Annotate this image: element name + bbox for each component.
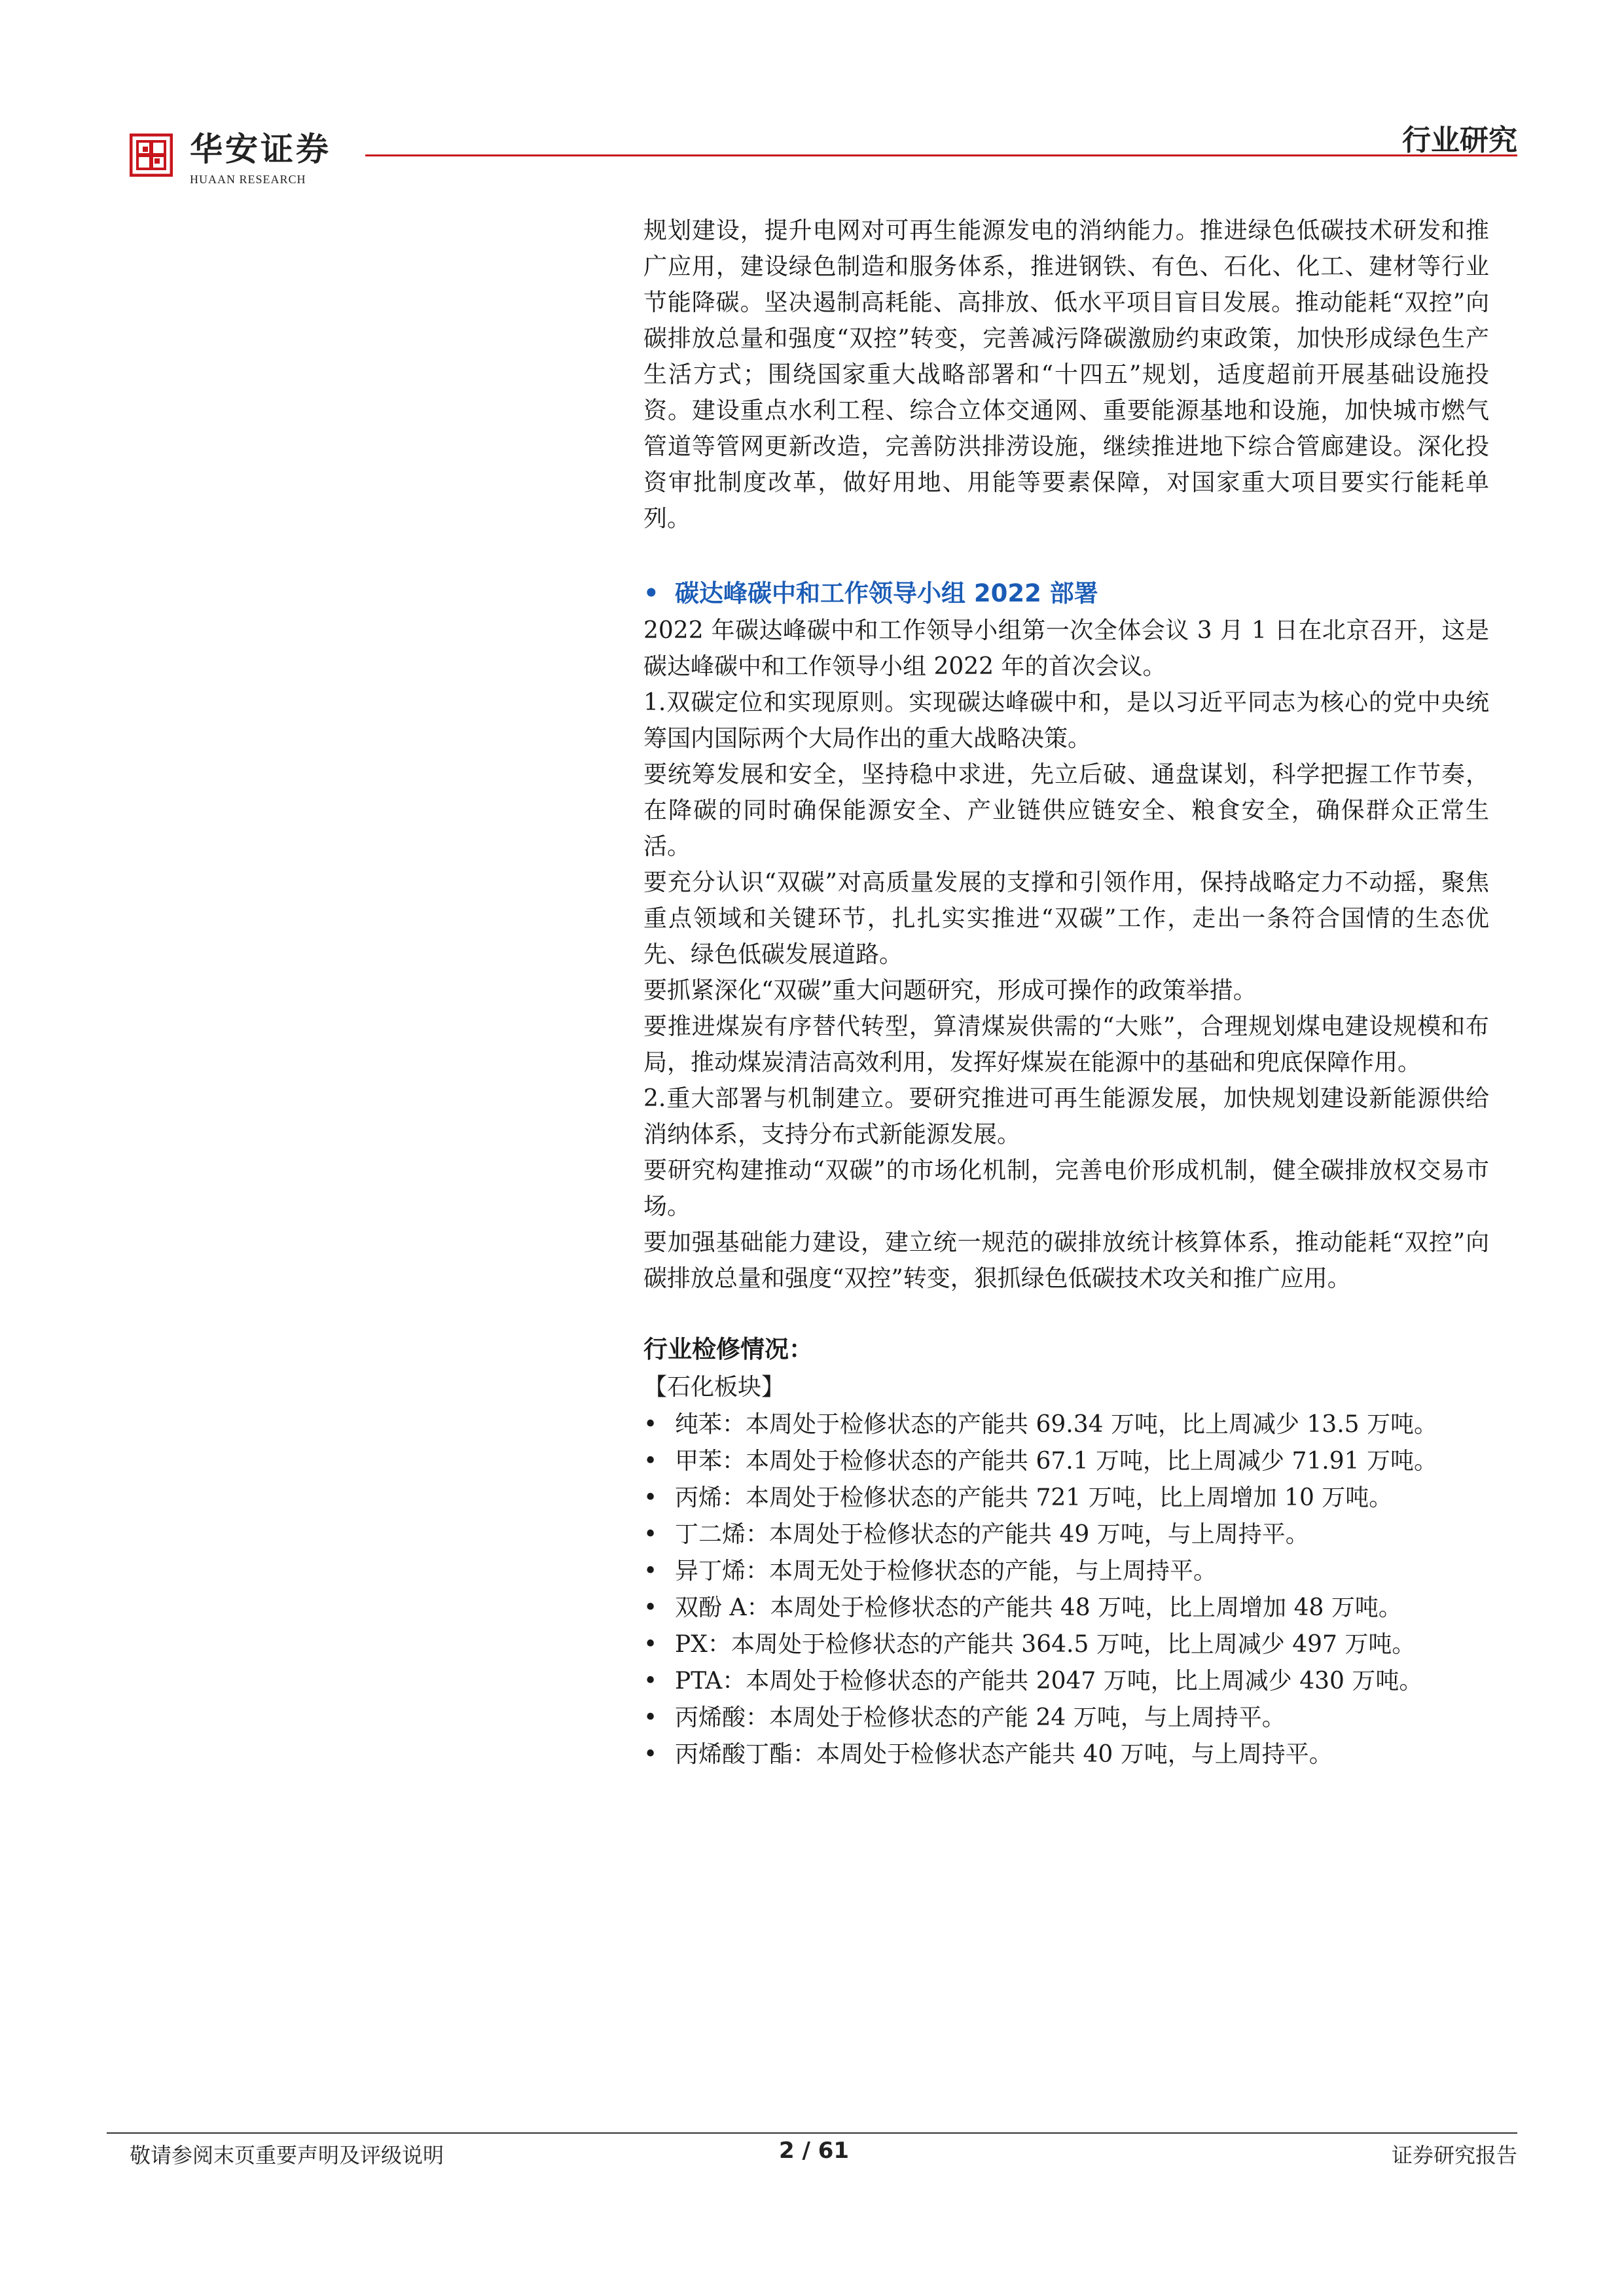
list-item-text: 丙烯：本周处于检修状态的产能共 721 万吨，比上周增加 10 万吨。	[675, 1484, 1393, 1511]
section-paragraph: 1.双碳定位和实现原则。实现碳达峰碳中和，是以习近平同志为核心的党中央统筹国内国际两个大局作出的重大战略决策。	[643, 689, 1489, 752]
list-item-text: 丙烯酸：本周处于检修状态的产能 24 万吨，与上周持平。	[675, 1704, 1286, 1731]
section-paragraph: 要加强基础能力建设，建立统一规范的碳排放统计核算体系，推动能耗“双控”向碳排放总量和强度“双控”转变，狠抓绿色低碳技术攻关和推广应用。	[643, 1229, 1489, 1292]
list-item-text: 丁二烯：本周处于检修状态的产能共 49 万吨，与上周持平。	[675, 1521, 1309, 1548]
logo-english-name: HUAAN RESEARCH	[190, 173, 306, 186]
footer-disclaimer: 敬请参阅末页重要声明及评级说明	[130, 2143, 444, 2168]
header-divider	[365, 154, 1517, 156]
maintenance-title: 行业检修情况：	[643, 1335, 813, 1363]
bullet-icon: •	[643, 1741, 658, 1768]
list-item	[643, 1663, 1489, 1700]
section-heading	[643, 575, 1489, 613]
bullet-icon: •	[643, 1448, 658, 1475]
list-item	[643, 1516, 1489, 1553]
list-item	[643, 1480, 1489, 1516]
list-item-text: PX：本周处于检修状态的产能共 364.5 万吨，比上周减少 497 万吨。	[675, 1631, 1416, 1658]
bullet-icon: •	[643, 1704, 658, 1731]
bullet-icon: •	[643, 1411, 658, 1438]
bullet-icon: •	[643, 1668, 658, 1695]
bullet-icon: •	[643, 1558, 658, 1585]
list-item-text: 丙烯酸丁酯：本周处于检修状态产能共 40 万吨，与上周持平。	[675, 1741, 1333, 1768]
maintenance-subtitle: 【石化板块】	[643, 1374, 785, 1401]
footer-report-type: 证券研究报告	[1391, 2143, 1517, 2168]
list-item-text: 甲苯：本周处于检修状态的产能共 67.1 万吨，比上周减少 71.91 万吨。	[675, 1448, 1437, 1475]
list-item	[643, 1553, 1489, 1590]
bullet-icon: •	[643, 1521, 658, 1548]
list-item-text: 纯苯：本周处于检修状态的产能共 69.34 万吨，比上周减少 13.5 万吨。	[675, 1411, 1437, 1438]
list-item-text: 异丁烯：本周无处于检修状态的产能，与上周持平。	[675, 1558, 1218, 1585]
list-item	[643, 1700, 1489, 1736]
list-item	[643, 1407, 1489, 1443]
intro-paragraph: 规划建设，提升电网对可再生能源发电的消纳能力。推进绿色低碳技术研发和推广应用，建设绿色制造和服务体系，推进钢铁、有色、石化、化工、建材等行业节能降碳。坚决遏制高耗能、高排放、低水平项目盲目发展。推动能耗“双控”向碳排放总量和强度“双控”转变，完善减污降碳激励约束政策，加快形成绿色生产生活方式；围绕国家重大战略部署和“十四五”规划，适度超前开展基础设施投资。建设重点水利工程、综合立体交通网、重要能源基地和设施，加快城市燃气管道等管网更新改造，完善防洪排涝设施，继续推进地下综合管廊建设。深化投资审批制度改革，做好用地、用能等要素保障，对国家重大项目要实行能耗单列。	[643, 217, 1489, 532]
header-title: 行业研究	[1402, 124, 1517, 157]
section-paragraph: 要充分认识“双碳”对高质量发展的支撑和引领作用，保持战略定力不动摇，聚焦重点领域和关键环节，扎扎实实推进“双碳”工作，走出一条符合国情的生态优先、绿色低碳发展道路。	[643, 869, 1489, 968]
section-paragraph: 2.重大部署与机制建立。要研究推进可再生能源发展，加快规划建设新能源供给消纳体系，支持分布式新能源发展。	[643, 1085, 1489, 1148]
section-paragraph: 要研究构建推动“双碳”的市场化机制，完善电价形成机制，健全碳排放权交易市场。	[643, 1157, 1489, 1220]
footer-divider	[107, 2132, 1517, 2134]
list-item	[643, 1590, 1489, 1626]
section-heading-text: 碳达峰碳中和工作领导小组 2022 部署	[675, 579, 1098, 607]
list-item	[643, 1443, 1489, 1480]
bullet-icon: •	[643, 579, 659, 607]
logo-chinese-name: 华安证券	[190, 130, 331, 168]
page-number: 2 / 61	[779, 2138, 850, 2164]
list-item	[643, 1736, 1489, 1773]
logo-seal-icon	[130, 134, 173, 177]
company-logo	[130, 128, 331, 187]
list-item-text: PTA：本周处于检修状态的产能共 2047 万吨，比上周减少 430 万吨。	[675, 1668, 1423, 1695]
section-paragraph: 要统筹发展和安全，坚持稳中求进，先立后破、通盘谋划，科学把握工作节奏，在降碳的同时确保能源安全、产业链供应链安全、粮食安全，确保群众正常生活。	[643, 761, 1489, 860]
bullet-icon: •	[643, 1594, 658, 1621]
section-paragraph: 2022 年碳达峰碳中和工作领导小组第一次全体会议 3 月 1 日在北京召开，这是碳达峰碳中和工作领导小组 2022 年的首次会议。	[643, 617, 1489, 680]
list-item-text: 双酚 A：本周处于检修状态的产能共 48 万吨，比上周增加 48 万吨。	[675, 1594, 1402, 1621]
section-paragraph: 要推进煤炭有序替代转型，算清煤炭供需的“大账”，合理规划煤电建设规模和布局，推动煤炭清洁高效利用，发挥好煤炭在能源中的基础和兜底保障作用。	[643, 1013, 1489, 1076]
bullet-icon: •	[643, 1484, 658, 1511]
section-paragraph: 要抓紧深化“双碳”重大问题研究，形成可操作的政策举措。	[643, 977, 1257, 1004]
maintenance-list	[643, 1407, 1489, 1773]
bullet-icon: •	[643, 1631, 658, 1658]
main-content	[643, 213, 1489, 1773]
list-item	[643, 1626, 1489, 1663]
